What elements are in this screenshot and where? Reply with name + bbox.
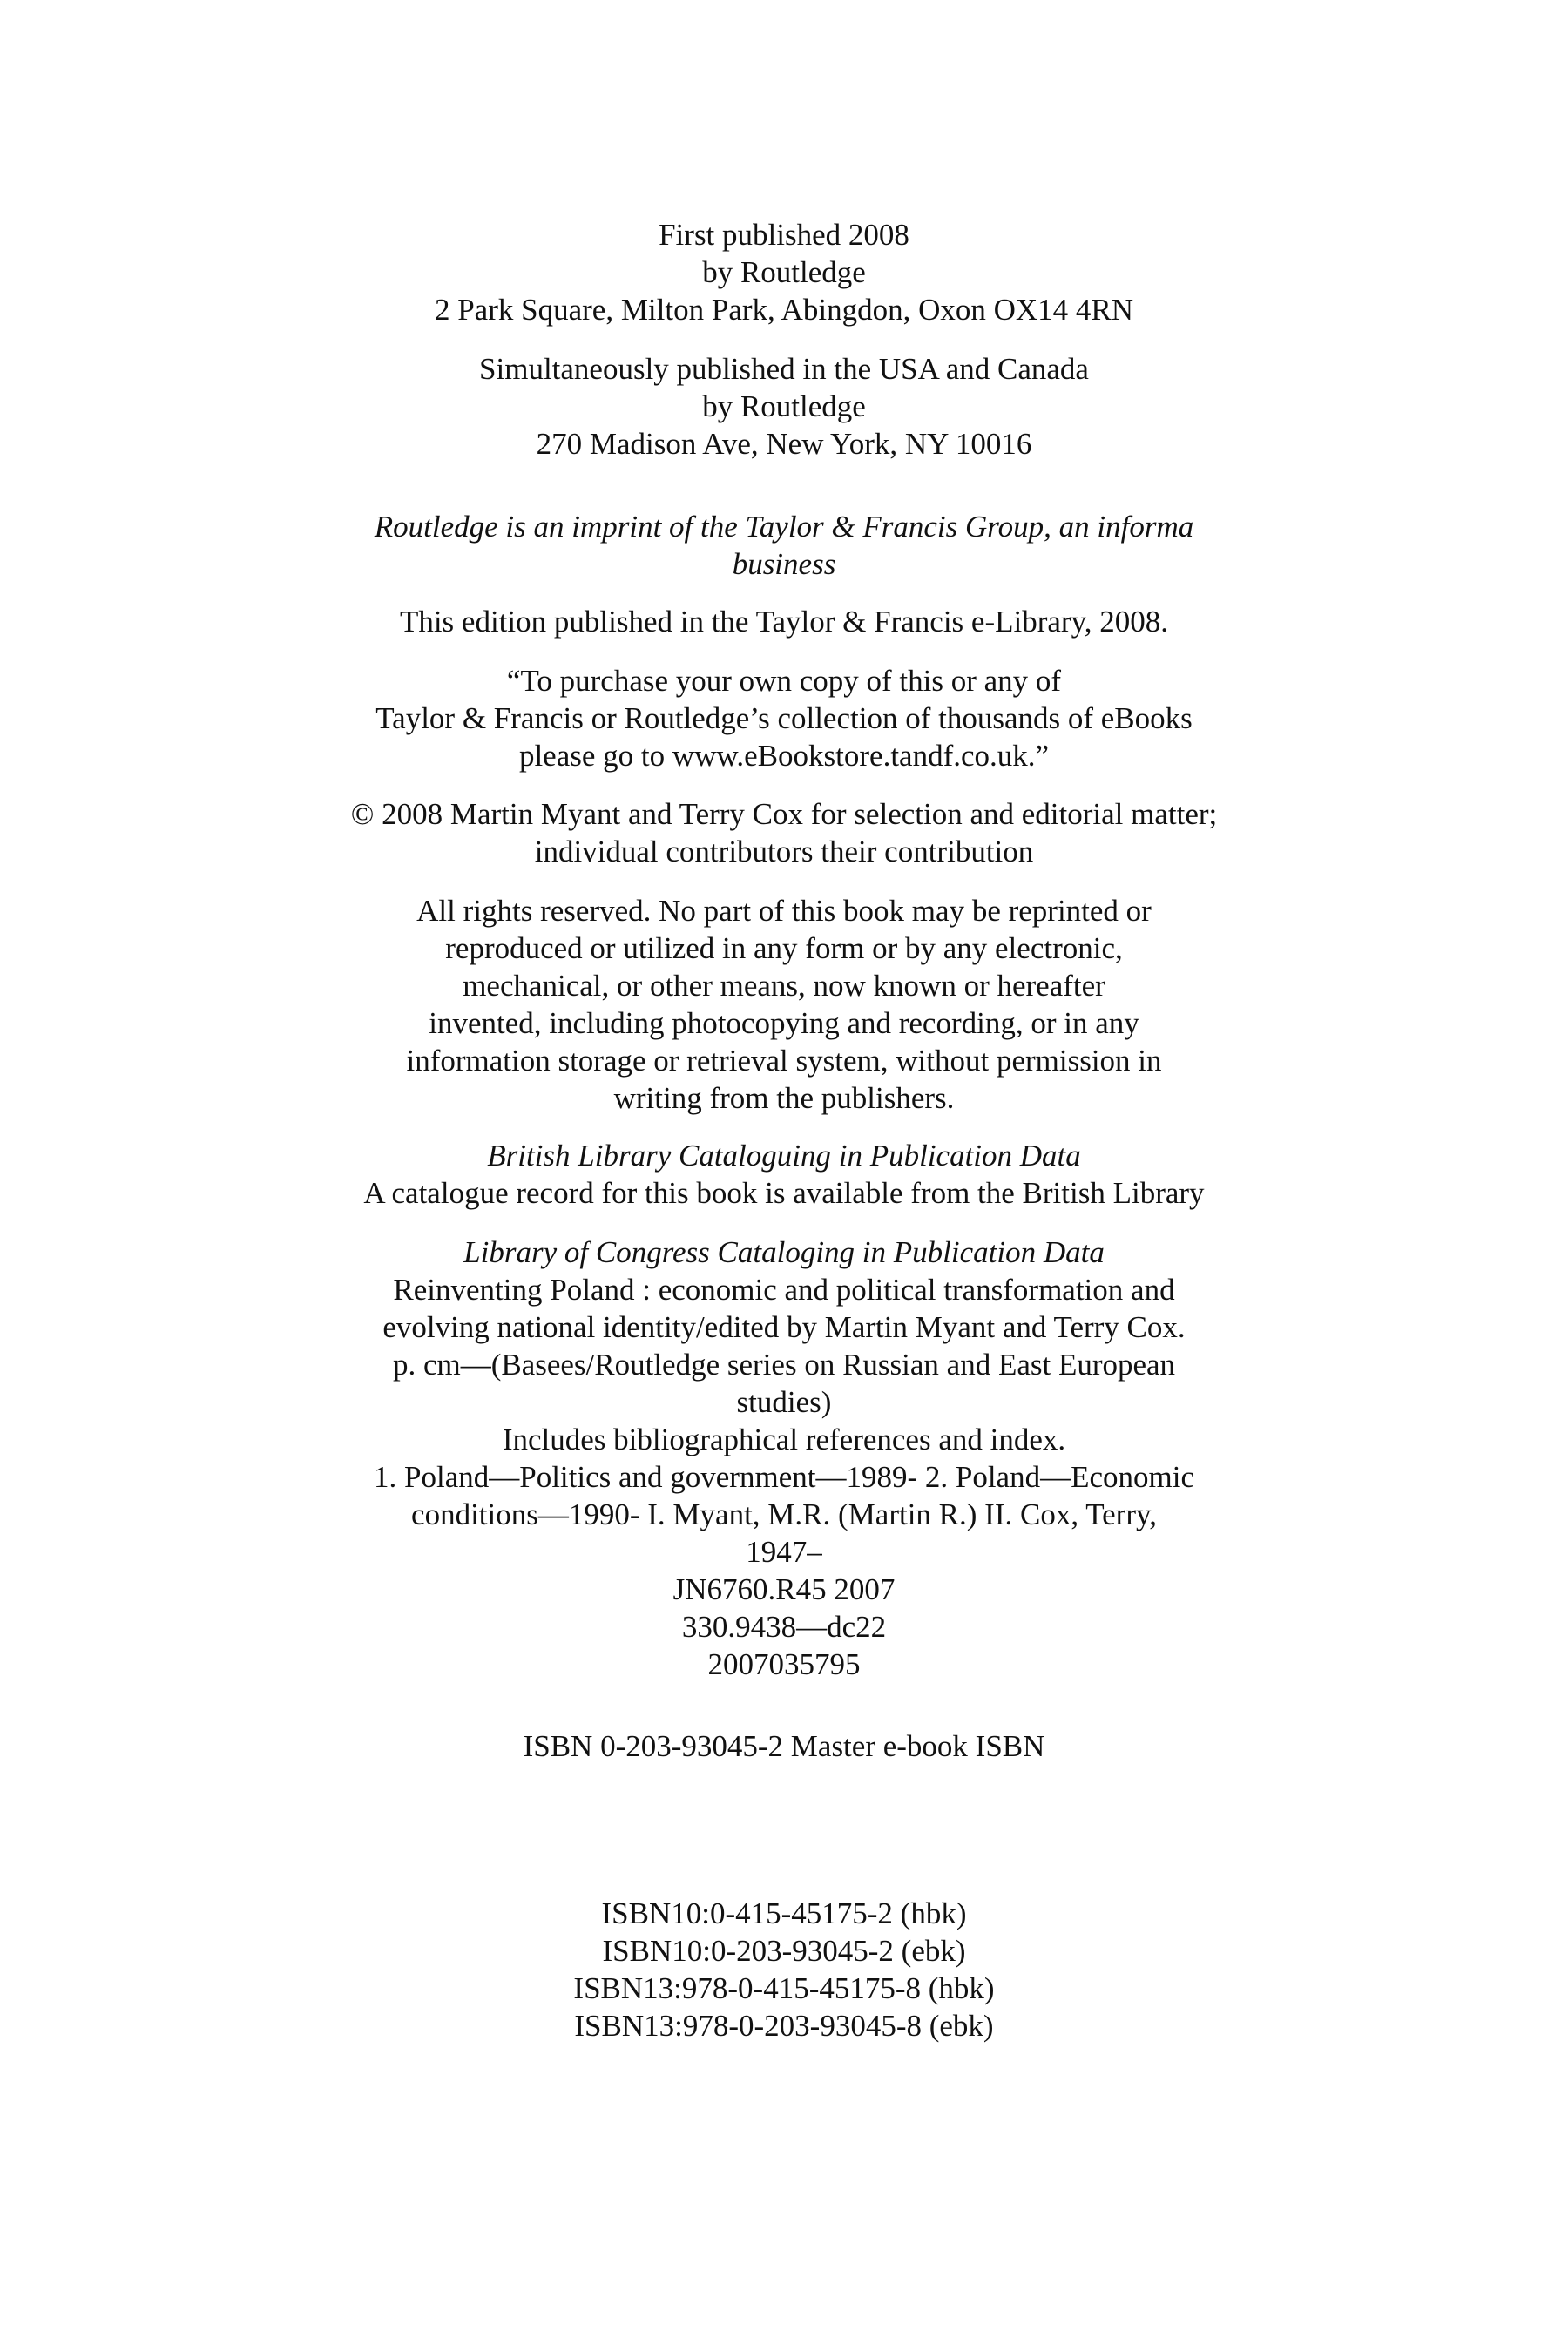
congress-line: conditions—1990- I. Myant, M.R. (Martin R.) II. Cox, Terry, xyxy=(411,1497,1157,1531)
isbn-line: ISBN10:0-203-93045-2 (ebk) xyxy=(602,1934,966,1968)
rights-line: writing from the publishers. xyxy=(613,1081,955,1115)
imprint-statement xyxy=(0,508,1568,583)
copyright-statement xyxy=(0,795,1568,870)
purchase-line: Taylor & Francis or Routledge’s collection of thousands of eBooks xyxy=(375,701,1193,735)
british-library-heading: British Library Cataloguing in Publication Data xyxy=(487,1139,1081,1173)
publication-line: First published 2008 xyxy=(659,218,909,252)
congress-line: studies) xyxy=(736,1385,832,1419)
copyright-line: © 2008 Martin Myant and Terry Cox for selection and editorial matter; xyxy=(350,797,1218,831)
congress-line: Includes bibliographical references and index. xyxy=(502,1423,1066,1456)
british-library-text: A catalogue record for this book is available from the British Library xyxy=(363,1176,1205,1210)
purchase-line: “To purchase your own copy of this or any of xyxy=(506,664,1062,698)
congress-line: 330.9438—dc22 xyxy=(681,1610,887,1644)
rights-line: invented, including photocopying and recording, or in any xyxy=(429,1006,1139,1040)
copyright-line: individual contributors their contribution xyxy=(534,835,1034,868)
master-isbn xyxy=(0,1727,1568,1765)
elibrary-line: This edition published in the Taylor & Francis e-Library, 2008. xyxy=(399,605,1169,639)
publication-line: by Routledge xyxy=(702,255,866,289)
publication-line: 2 Park Square, Milton Park, Abingdon, Oxon OX14 4RN xyxy=(434,293,1134,327)
rights-line: All rights reserved. No part of this book may be reprinted or xyxy=(416,894,1152,928)
british-library-data xyxy=(0,1137,1568,1212)
congress-line: Reinventing Poland : economic and political transformation and xyxy=(393,1273,1175,1307)
rights-line: mechanical, or other means, now known or hereafter xyxy=(463,969,1105,1003)
congress-heading: Library of Congress Cataloging in Publication Data xyxy=(463,1235,1105,1269)
imprint-line: Routledge is an imprint of the Taylor & Francis Group, an informa xyxy=(374,510,1194,544)
purchase-line: please go to www.eBookstore.tandf.co.uk.” xyxy=(518,739,1050,773)
publication-info xyxy=(0,216,1568,328)
isbn-line: ISBN13:978-0-203-93045-8 (ebk) xyxy=(574,2009,994,2043)
congress-line: evolving national identity/edited by Martin Myant and Terry Cox. xyxy=(382,1310,1186,1344)
elibrary-statement xyxy=(0,603,1568,640)
usa-line: 270 Madison Ave, New York, NY 10016 xyxy=(536,427,1032,461)
usa-line: by Routledge xyxy=(702,389,866,423)
rights-statement xyxy=(0,892,1568,1117)
congress-line: JN6760.R45 2007 xyxy=(672,1572,896,1606)
congress-line: p. cm—(Basees/Routledge series on Russian and East European xyxy=(392,1348,1176,1382)
purchase-statement xyxy=(0,662,1568,774)
isbn-list xyxy=(0,1895,1568,2044)
congress-line: 1. Poland—Politics and government—1989- 2. Poland—Economic xyxy=(374,1460,1194,1494)
imprint-line: business xyxy=(732,547,836,581)
congress-line: 1947– xyxy=(746,1535,822,1569)
usa-publication-info xyxy=(0,350,1568,463)
isbn-line: ISBN10:0-415-45175-2 (hbk) xyxy=(601,1896,967,1930)
master-isbn-line: ISBN 0-203-93045-2 Master e-book ISBN xyxy=(523,1729,1045,1763)
rights-line: information storage or retrieval system, without permission in xyxy=(406,1044,1162,1078)
usa-line: Simultaneously published in the USA and Canada xyxy=(479,352,1089,386)
rights-line: reproduced or utilized in any form or by any electronic, xyxy=(445,931,1123,965)
isbn-line: ISBN13:978-0-415-45175-8 (hbk) xyxy=(573,1971,995,2005)
library-of-congress-data xyxy=(0,1233,1568,1683)
congress-line: 2007035795 xyxy=(707,1647,861,1681)
